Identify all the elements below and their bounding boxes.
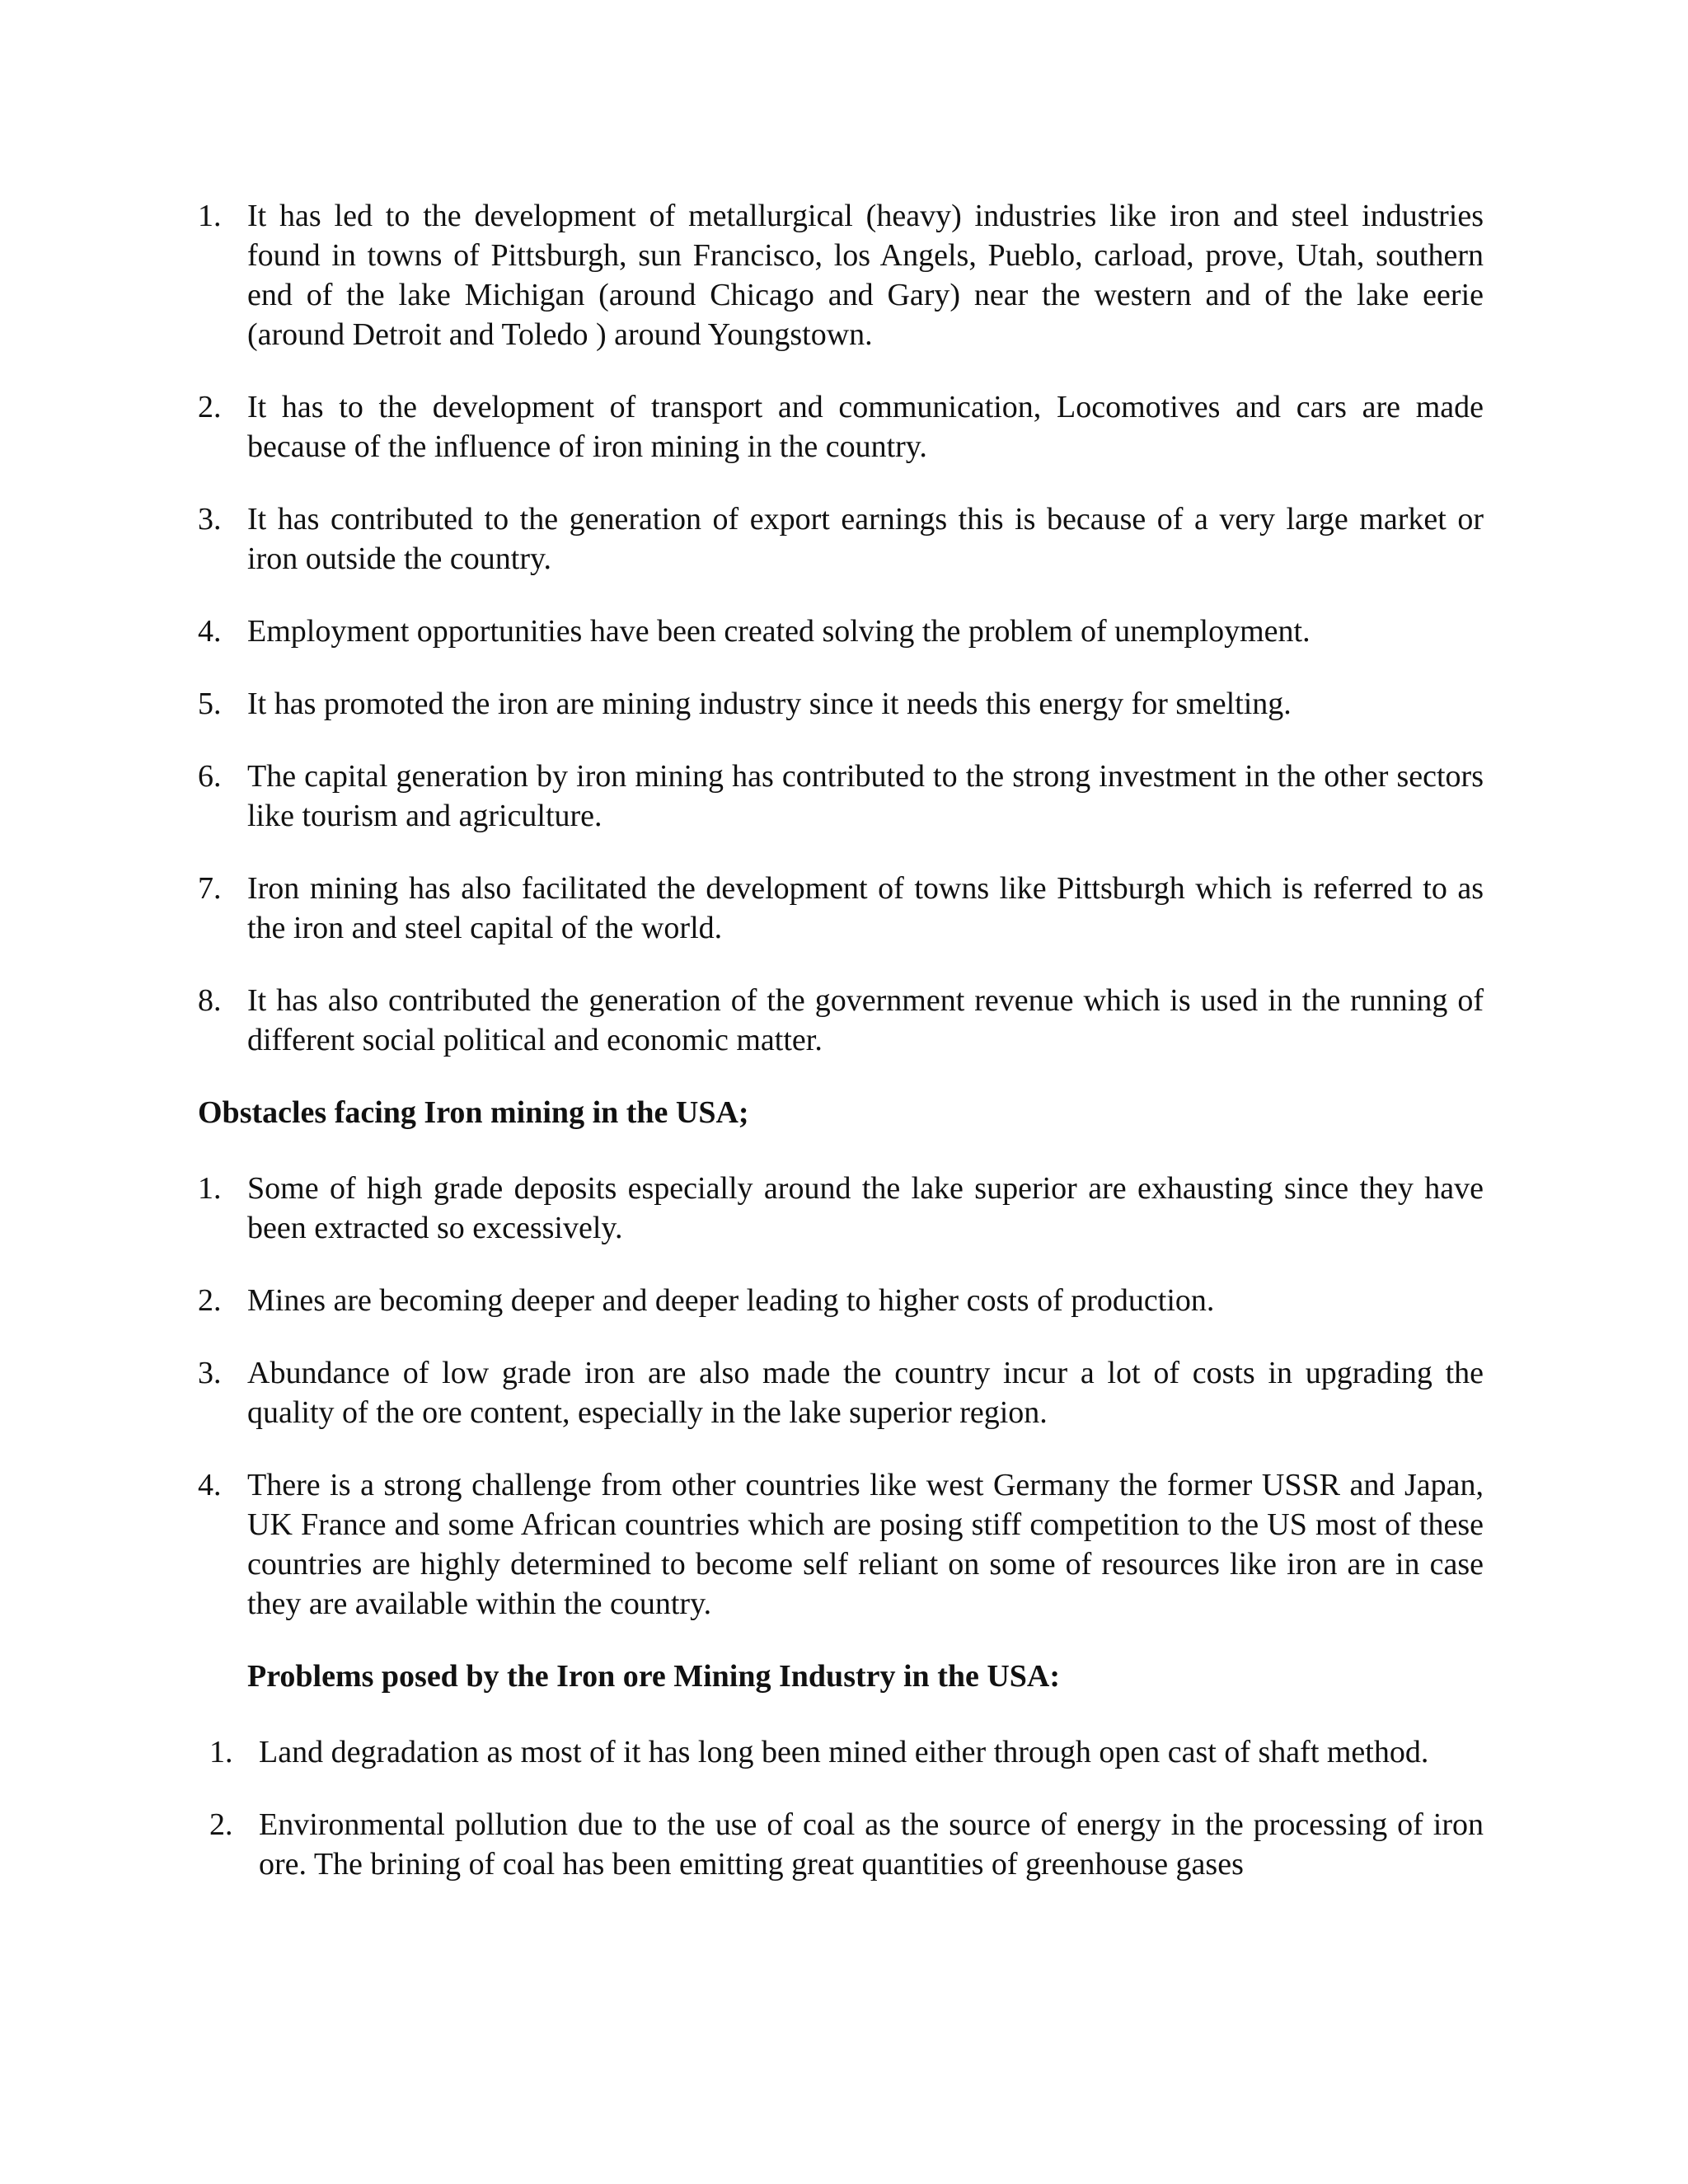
item-text: Environmental pollution due to the use of coal as the source of energy in the processing of iron ore. The brining of coal has been emitting great quantities of greenhouse gases (259, 1807, 1484, 1882)
item-number: 8. (198, 983, 222, 1018)
item-text: It has led to the development of metallurgical (heavy) industries like iron and steel industries found in towns of Pittsburgh, sun Francisco, los Angels, Pueblo, carload, prove, Utah, southern end of the lake Michigan (around Chicago and Gary) near the western and of the lake eerie (around Detroit and Toledo ) around Youngstown. (247, 199, 1484, 352)
item-text: Mines are becoming deeper and deeper leading to higher costs of production. (247, 1283, 1215, 1318)
item-number: 7. (198, 871, 222, 906)
item-number: 1. (198, 199, 222, 233)
list-item (198, 196, 1484, 354)
item-number: 6. (198, 759, 222, 794)
item-text: It has to the development of transport and communication, Locomotives and cars are made because of the influence of iron mining in the country. (247, 390, 1484, 464)
problems-list (198, 1732, 1484, 1884)
list-item (198, 1465, 1484, 1624)
list-item (198, 1353, 1484, 1432)
item-number: 1. (209, 1735, 233, 1769)
item-text: It has also contributed the generation of the government revenue which is used in the running of different social political and economic matter. (247, 983, 1484, 1057)
item-text: The capital generation by iron mining has contributed to the strong investment in the other sectors like tourism and agriculture. (247, 759, 1484, 833)
item-text: There is a strong challenge from other countries like west Germany the former USSR and Japan, UK France and some African countries which are posing stiff competition to the US most of these countries are highly determined to become self reliant on some of resources like iron are in case they are available within the country. (247, 1468, 1484, 1621)
problems-heading: Problems posed by the Iron ore Mining Industry in the USA: (247, 1659, 1061, 1694)
item-text: It has promoted the iron are mining industry since it needs this energy for smelting. (247, 687, 1292, 721)
list-item (198, 981, 1484, 1060)
document-page (198, 196, 1484, 1917)
item-number: 1. (198, 1171, 222, 1206)
list-item (198, 612, 1484, 651)
list-item (198, 1805, 1484, 1884)
list-item (198, 1169, 1484, 1248)
item-number: 5. (198, 687, 222, 721)
obstacles-list (198, 1169, 1484, 1624)
list-item (198, 499, 1484, 579)
item-text: Land degradation as most of it has long been mined either through open cast of shaft method. (259, 1735, 1429, 1769)
item-number: 2. (209, 1807, 233, 1842)
benefits-list (198, 196, 1484, 1060)
obstacles-heading: Obstacles facing Iron mining in the USA; (198, 1095, 749, 1130)
list-item (198, 387, 1484, 466)
item-text: Abundance of low grade iron are also made the country incur a lot of costs in upgrading the quality of the ore content, especially in the lake superior region. (247, 1356, 1484, 1430)
item-text: It has contributed to the generation of export earnings this is because of a very large market or iron outside the country. (247, 502, 1484, 576)
item-text: Some of high grade deposits especially around the lake superior are exhausting since they have been extracted so excessively. (247, 1171, 1484, 1245)
list-item (198, 1281, 1484, 1320)
item-number: 3. (198, 502, 222, 537)
list-item (198, 869, 1484, 948)
list-item (198, 757, 1484, 836)
item-number: 2. (198, 390, 222, 424)
item-number: 3. (198, 1356, 222, 1390)
item-number: 2. (198, 1283, 222, 1318)
list-item (198, 1732, 1484, 1772)
list-item (198, 684, 1484, 724)
item-number: 4. (198, 614, 222, 649)
item-number: 4. (198, 1468, 222, 1502)
item-text: Employment opportunities have been created solving the problem of unemployment. (247, 614, 1311, 649)
item-text: Iron mining has also facilitated the development of towns like Pittsburgh which is referred to as the iron and steel capital of the world. (247, 871, 1484, 945)
